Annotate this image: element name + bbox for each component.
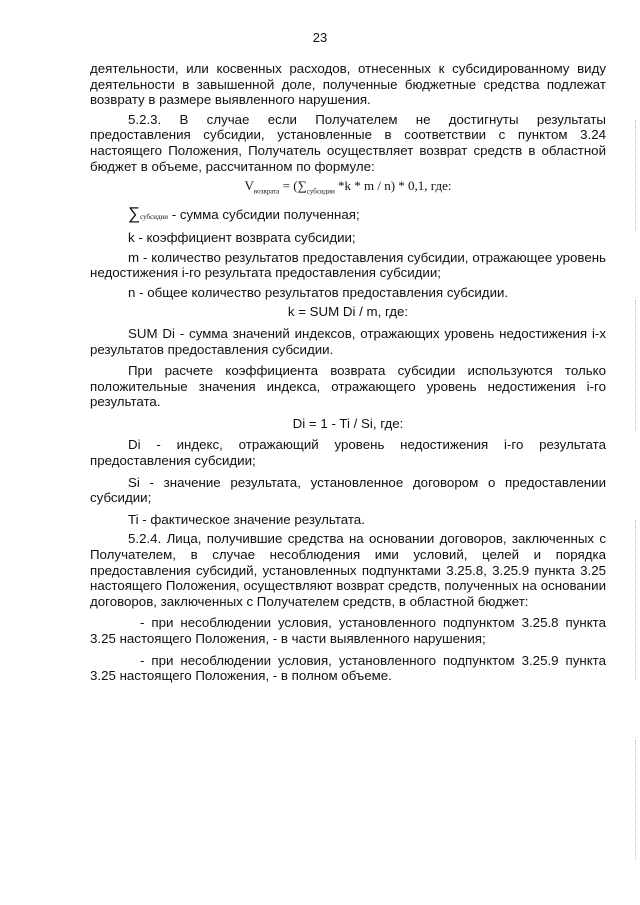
formula-mid-1: = (∑ <box>282 178 307 194</box>
definition-m: m - количество результатов предоставления субсидии, отражающее уровень недостижения i-го результата предоставления субсидии; <box>90 249 606 281</box>
definition-ti: Ti - фактическое значение результата. <box>128 511 365 527</box>
formula-refund: $V_{возврата} = (\sum_{субсидии}$ *k * m / n) * 0,1, где: <box>244 178 452 196</box>
formula-mid-2: *k * m / n) * 0,1, где: <box>334 178 452 194</box>
formula-k: k = SUM Di / m, где: <box>287 304 409 320</box>
definition-sum-di: SUM Di - сумма значений индексов, отражающих уровень недостижения i-х результатов предоставления субсидии. <box>90 325 606 357</box>
list-item-3-25-9: - при несоблюдении условия, установленного подпунктом 3.25.9 пункта 3.25 настоящего Положения, - в полном объеме. <box>90 652 606 684</box>
paragraph-5-2-4: 5.2.4. Лица, получившие средства на основании договоров, заключенных с Получателем, в случае несоблюдения ими условий, целей и порядка предоставления субсидий, установленных подпунктами 3.25.8, 3.25.9 пункта 3.25 настоящего Положения, осуществляют возврат средств, полученных на основании договоров, заключенных с Получателем средств, в областной бюджет: <box>90 531 606 609</box>
paragraph: деятельности, или косвенных расходов, отнесенных к субсидированному виду деятельности в завышенной доле, полученные бюджетные средства подлежат возврату в размере выявленного нарушения. <box>90 61 606 108</box>
formula-di: Di = 1 - Ti / Si, где: <box>292 415 404 431</box>
list-item-3-25-8: - при несоблюдении условия, установленного подпунктом 3.25.8 пункта 3.25 настоящего Положения, - в части выявленного нарушения; <box>90 615 606 646</box>
scan-edge-mark <box>634 120 636 230</box>
definition-sum-text: - сумма субсидии полученная; <box>168 207 360 223</box>
definition-si: Si - значение результата, установленное договором о предоставлении субсидии; <box>90 474 606 506</box>
scan-edge-mark <box>634 520 636 680</box>
paragraph-5-2-3: 5.2.3. В случае если Получателем не достигнуты результаты предоставления субсидии, установленные в соответствии с пунктом 3.24 настоящего Положения, Получатель осуществляет возврат средств в областной бюджет в объеме, рассчитанном по формуле: <box>90 111 606 174</box>
sigma-subscript: субсидии <box>140 213 169 222</box>
definition-sum <box>90 206 606 226</box>
definition-k: k - коэффициент возврата субсидии; <box>128 229 356 245</box>
scan-edge-mark <box>634 300 636 430</box>
page-number: 23 <box>312 30 328 45</box>
formula-sub-vozvrata: возврата <box>253 187 280 196</box>
scan-edge-mark <box>634 740 636 860</box>
definition-di: Di - индекс, отражающий уровень недостижения i-го результата предоставления субсидии; <box>90 437 606 469</box>
document-body <box>90 61 606 684</box>
formula-sub-subsidii: субсидии <box>306 187 335 196</box>
paragraph-positive-values: При расчете коэффициента возврата субсидии используются только положительные значения индекса, отражающего уровень недостижения i-го результата. <box>90 363 606 410</box>
sigma-symbol: ∑ <box>128 204 141 224</box>
definition-n: n - общее количество результатов предоставления субсидии. <box>128 284 509 300</box>
